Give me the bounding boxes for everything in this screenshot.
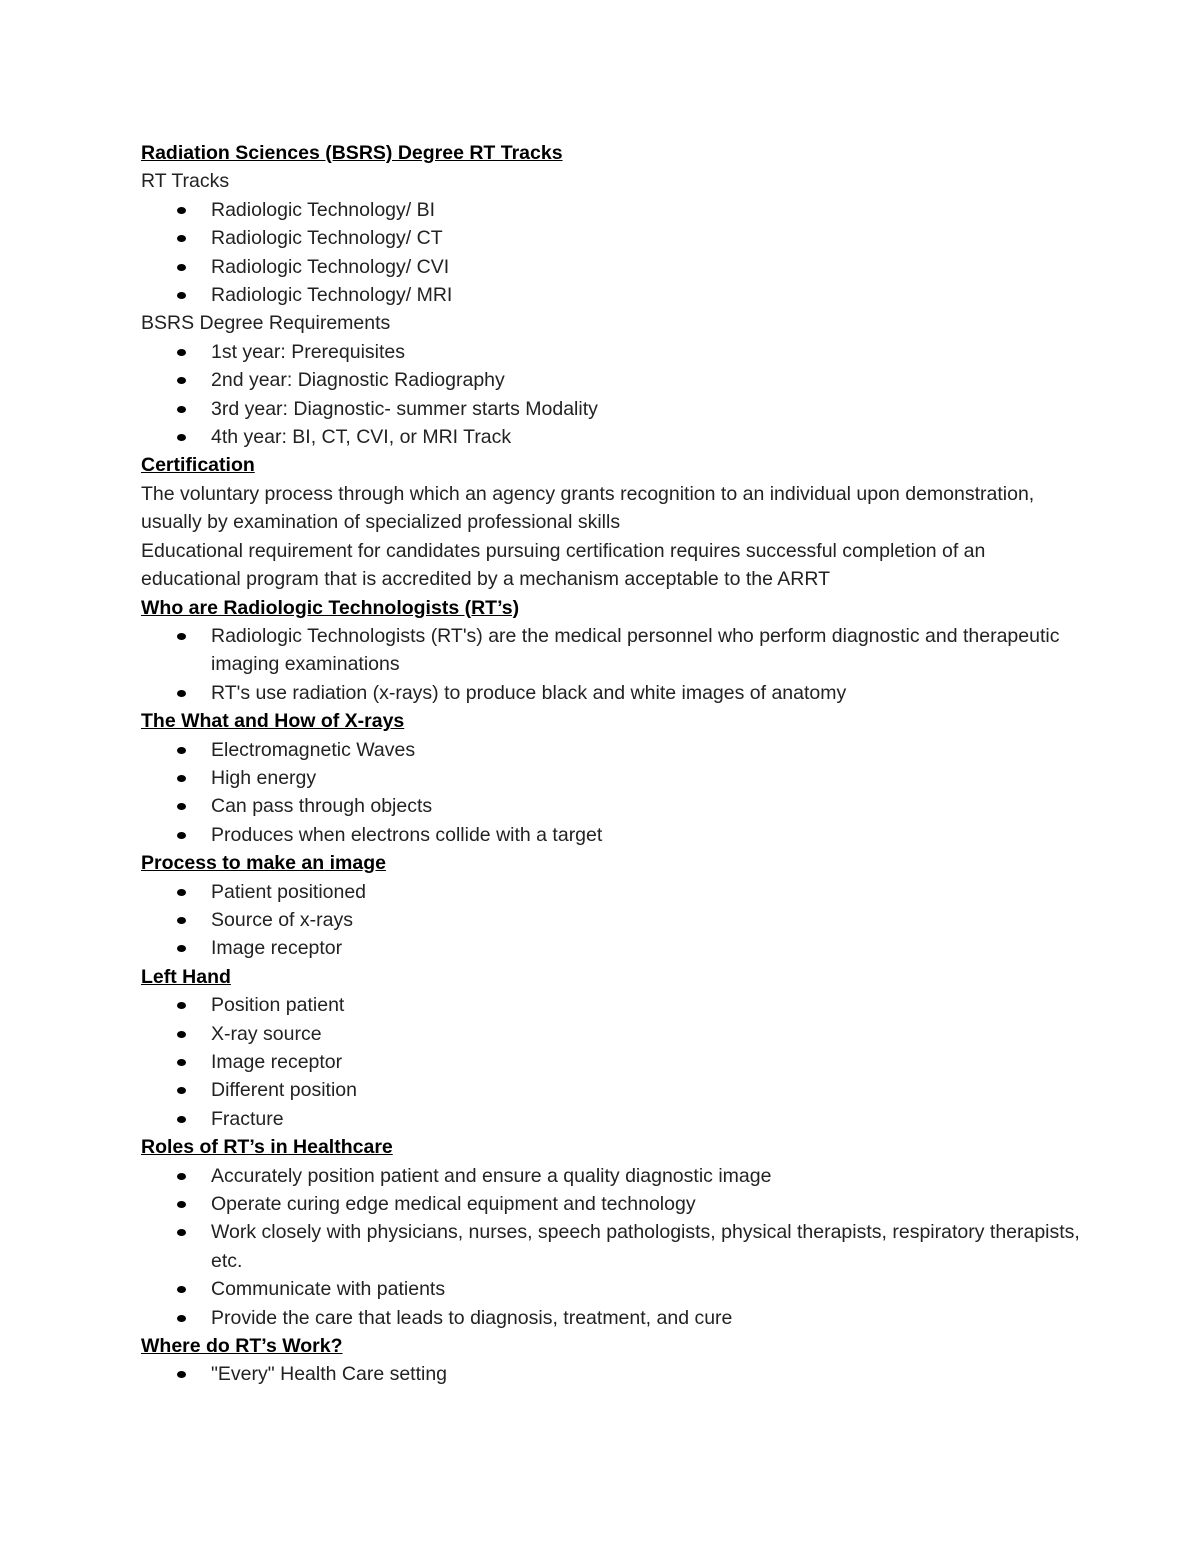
bullet-list [141, 622, 1081, 707]
list-item [211, 991, 1081, 1019]
list-item-text: Radiologic Technology/ MRI [211, 284, 453, 307]
list-item [211, 622, 1081, 679]
bullet-icon [177, 775, 186, 782]
list-item [211, 878, 1081, 906]
bullet-icon [177, 1002, 186, 1009]
section-heading: Who are Radiologic Technologists (RT’s) [141, 596, 520, 619]
list-item [211, 1048, 1081, 1076]
list-item-text: Image receptor [211, 1051, 343, 1073]
list-item-text: Accurately position patient and ensure a quality diagnostic image [211, 1164, 772, 1187]
bullet-icon [177, 406, 186, 413]
section-heading: The What and How of X-rays [141, 710, 405, 733]
section-heading: Certification [141, 454, 255, 477]
bullet-list [141, 338, 1081, 452]
list-item-text: 2nd year: Diagnostic Radiography [211, 369, 505, 392]
list-item-text: "Every" Health Care setting [211, 1363, 448, 1386]
document-page [141, 139, 1081, 1389]
list-item [211, 281, 1081, 309]
list-item-text: Radiologic Technology/ CT [211, 227, 443, 250]
list-item [211, 1218, 1081, 1275]
bullet-list [141, 991, 1081, 1133]
bullet-icon [177, 235, 186, 242]
list-item-text: Source of x-rays [211, 908, 353, 931]
list-item [211, 224, 1081, 252]
list-item-text: Radiologic Technologists (RT's) are the medical personnel who perform diagnostic and therapeutic imaging examinations [211, 624, 1060, 676]
list-item [211, 1304, 1081, 1332]
list-item [211, 679, 1081, 707]
bullet-icon [177, 1173, 186, 1180]
section-heading: Where do RT’s Work? [141, 1335, 343, 1358]
paragraph: BSRS Degree Requirements [141, 312, 391, 335]
section-heading: Roles of RT’s in Healthcare [141, 1136, 393, 1159]
bullet-icon [177, 292, 186, 299]
list-item [211, 366, 1081, 394]
list-item-text: RT's use radiation (x-rays) to produce black and white images of anatomy [211, 681, 847, 704]
bullet-icon [177, 633, 186, 640]
bullet-list [141, 1360, 1081, 1388]
list-item-text: Provide the care that leads to diagnosis, treatment, and cure [211, 1306, 733, 1329]
list-item-text: Radiologic Technology/ CVI [211, 255, 450, 278]
list-item-text: Communicate with patients [211, 1278, 446, 1301]
document-section [141, 707, 1081, 849]
paragraph: RT Tracks [141, 170, 230, 193]
document-section [141, 1133, 1081, 1332]
list-item [211, 736, 1081, 764]
bullet-icon [177, 1286, 186, 1293]
section-heading: Process to make an image [141, 852, 386, 875]
list-item [211, 1076, 1081, 1104]
list-item-text: Operate curing edge medical equipment and technology [211, 1193, 696, 1216]
list-item [211, 934, 1081, 962]
bullet-icon [177, 747, 186, 754]
bullet-icon [177, 803, 186, 810]
list-item [211, 1275, 1081, 1303]
document-section [141, 139, 1081, 451]
bullet-icon [177, 1059, 186, 1066]
bullet-icon [177, 207, 186, 214]
list-item [211, 1105, 1081, 1133]
list-item-text: 4th year: BI, CT, CVI, or MRI Track [211, 426, 512, 449]
list-item [211, 196, 1081, 224]
bullet-icon [177, 264, 186, 271]
list-item-text: Patient positioned [211, 880, 367, 903]
list-item [211, 423, 1081, 451]
document-section [141, 1332, 1081, 1389]
paragraph: The voluntary process through which an agency grants recognition to an individual upon demonstration, usually by examination of specialized professional skills [141, 482, 1035, 534]
paragraph: Educational requirement for candidates pursuing certification requires successful completion of an educational program that is accredited by a mechanism acceptable to the ARRT [141, 539, 986, 591]
list-item [211, 764, 1081, 792]
list-item [211, 1190, 1081, 1218]
bullet-list [141, 736, 1081, 850]
section-heading: Left Hand [141, 965, 231, 988]
list-item-text: 3rd year: Diagnostic- summer starts Modality [211, 397, 598, 420]
list-item [211, 395, 1081, 423]
document-section [141, 594, 1081, 708]
list-item [211, 1360, 1081, 1388]
document-section [141, 849, 1081, 963]
bullet-icon [177, 1116, 186, 1123]
list-item [211, 338, 1081, 366]
bullet-icon [177, 1371, 186, 1378]
bullet-icon [177, 434, 186, 441]
bullet-list [141, 196, 1081, 310]
list-item-text: Position patient [211, 994, 345, 1017]
list-item-text: X-ray source [211, 1022, 322, 1045]
list-item-text: Radiologic Technology/ BI [211, 198, 436, 221]
bullet-icon [177, 1087, 186, 1094]
bullet-icon [177, 1315, 186, 1322]
list-item-text: 1st year: Prerequisites [211, 340, 406, 363]
list-item-text: Can pass through objects [211, 795, 433, 818]
bullet-list [141, 1162, 1081, 1332]
bullet-icon [177, 1201, 186, 1208]
bullet-icon [177, 945, 186, 952]
bullet-icon [177, 377, 186, 384]
bullet-icon [177, 1229, 186, 1236]
list-item-text: Electromagnetic Waves [211, 738, 416, 761]
bullet-list [141, 878, 1081, 963]
bullet-icon [177, 1031, 186, 1038]
list-item-text: Image receptor [211, 937, 343, 960]
list-item [211, 1162, 1081, 1190]
list-item [211, 821, 1081, 849]
list-item [211, 792, 1081, 820]
bullet-icon [177, 889, 186, 896]
list-item-text: Different position [211, 1079, 357, 1102]
list-item-text: Work closely with physicians, nurses, speech pathologists, physical therapists, respiratory therapists, etc. [211, 1221, 1080, 1272]
list-item-text: Produces when electrons collide with a target [211, 823, 603, 846]
list-item [211, 253, 1081, 281]
list-item [211, 1020, 1081, 1048]
document-section [141, 451, 1081, 593]
list-item [211, 906, 1081, 934]
list-item-text: Fracture [211, 1107, 284, 1130]
section-heading: Radiation Sciences (BSRS) Degree RT Tracks [141, 142, 563, 164]
list-item-text: High energy [211, 766, 317, 789]
bullet-icon [177, 917, 186, 924]
bullet-icon [177, 832, 186, 839]
bullet-icon [177, 690, 186, 697]
document-section [141, 963, 1081, 1133]
bullet-icon [177, 349, 186, 356]
